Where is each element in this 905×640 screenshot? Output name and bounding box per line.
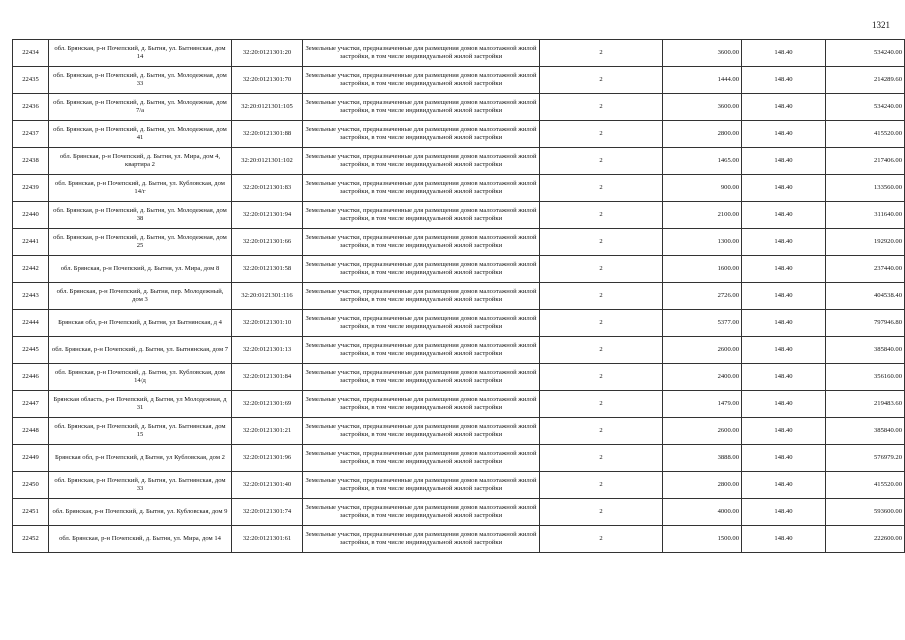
- cadastral-cost-cell: 311640.00: [826, 202, 905, 229]
- area-cell: 1600.00: [663, 256, 742, 283]
- cadastral-cost-cell: 214289.60: [826, 67, 905, 94]
- cadastral-number-cell: 32:20:0121301:10: [232, 310, 303, 337]
- cadastral-cost-cell: 133560.00: [826, 175, 905, 202]
- address-cell: обл. Брянская, р-н Почепский, д. Бытня, ул. Кубловская, дом 9: [49, 499, 232, 526]
- cadastral-cost-cell: 385840.00: [826, 337, 905, 364]
- area-cell: 4000.00: [663, 499, 742, 526]
- table-row: [13, 391, 905, 418]
- address-cell: обл. Брянская, р-н Почепский, д. Бытня, ул. Молодежная, дом 41: [49, 121, 232, 148]
- category-cell: 2: [540, 94, 663, 121]
- specific-value-cell: 148.40: [742, 526, 826, 553]
- row-number: 22443: [13, 283, 49, 310]
- address-cell: обл. Брянская, р-н Почепский, д. Бытня, ул. Мира, дом 8: [49, 256, 232, 283]
- address-cell: обл. Брянская, р-н Почепский, д. Бытня, ул. Бытнянская, дом 7: [49, 337, 232, 364]
- land-use-cell: Земельные участки, предназначенные для размещения домов малоэтажной жилой застройки, в том числе индивидуальной жилой застройки: [303, 148, 540, 175]
- area-cell: 2600.00: [663, 418, 742, 445]
- category-cell: 2: [540, 40, 663, 67]
- specific-value-cell: 148.40: [742, 121, 826, 148]
- specific-value-cell: 148.40: [742, 202, 826, 229]
- table-row: [13, 337, 905, 364]
- area-cell: 1479.00: [663, 391, 742, 418]
- row-number: 22445: [13, 337, 49, 364]
- row-number: 22434: [13, 40, 49, 67]
- land-use-cell: Земельные участки, предназначенные для размещения домов малоэтажной жилой застройки, в том числе индивидуальной жилой застройки: [303, 337, 540, 364]
- row-number: 22450: [13, 472, 49, 499]
- cadastral-number-cell: 32:20:0121301:61: [232, 526, 303, 553]
- row-number: 22439: [13, 175, 49, 202]
- category-cell: 2: [540, 256, 663, 283]
- specific-value-cell: 148.40: [742, 310, 826, 337]
- cadastral-number-cell: 32:20:0121301:66: [232, 229, 303, 256]
- land-use-cell: Земельные участки, предназначенные для размещения домов малоэтажной жилой застройки, в том числе индивидуальной жилой застройки: [303, 256, 540, 283]
- area-cell: 1300.00: [663, 229, 742, 256]
- cadastral-number-cell: 32:20:0121301:84: [232, 364, 303, 391]
- cadastral-cost-cell: 797946.80: [826, 310, 905, 337]
- specific-value-cell: 148.40: [742, 94, 826, 121]
- cadastral-number-cell: 32:20:0121301:94: [232, 202, 303, 229]
- address-cell: Брянская обл, р-н Почепский, д Бытня, ул Бытнянская, д 4: [49, 310, 232, 337]
- category-cell: 2: [540, 337, 663, 364]
- cadastral-cost-cell: 385840.00: [826, 418, 905, 445]
- cadastral-number-cell: 32:20:0121301:70: [232, 67, 303, 94]
- table-row: [13, 175, 905, 202]
- cadastral-number-cell: 32:20:0121301:40: [232, 472, 303, 499]
- specific-value-cell: 148.40: [742, 229, 826, 256]
- area-cell: 2800.00: [663, 472, 742, 499]
- land-use-cell: Земельные участки, предназначенные для размещения домов малоэтажной жилой застройки, в том числе индивидуальной жилой застройки: [303, 283, 540, 310]
- category-cell: 2: [540, 472, 663, 499]
- land-use-cell: Земельные участки, предназначенные для размещения домов малоэтажной жилой застройки, в том числе индивидуальной жилой застройки: [303, 526, 540, 553]
- table-row: [13, 67, 905, 94]
- land-use-cell: Земельные участки, предназначенные для размещения домов малоэтажной жилой застройки, в том числе индивидуальной жилой застройки: [303, 40, 540, 67]
- address-cell: обл. Брянская, р-н Почепский, д. Бытня, ул. Молодежная, дом 38: [49, 202, 232, 229]
- table-row: [13, 256, 905, 283]
- row-number: 22442: [13, 256, 49, 283]
- table-row: [13, 148, 905, 175]
- area-cell: 2800.00: [663, 121, 742, 148]
- land-use-cell: Земельные участки, предназначенные для размещения домов малоэтажной жилой застройки, в том числе индивидуальной жилой застройки: [303, 175, 540, 202]
- area-cell: 2100.00: [663, 202, 742, 229]
- land-use-cell: Земельные участки, предназначенные для размещения домов малоэтажной жилой застройки, в том числе индивидуальной жилой застройки: [303, 94, 540, 121]
- land-use-cell: Земельные участки, предназначенные для размещения домов малоэтажной жилой застройки, в том числе индивидуальной жилой застройки: [303, 391, 540, 418]
- cadastral-number-cell: 32:20:0121301:83: [232, 175, 303, 202]
- area-cell: 2400.00: [663, 364, 742, 391]
- specific-value-cell: 148.40: [742, 40, 826, 67]
- table-row: [13, 121, 905, 148]
- cadastral-cost-cell: 415520.00: [826, 121, 905, 148]
- category-cell: 2: [540, 67, 663, 94]
- address-cell: обл. Брянская, р-н Почепский, д. Бытня, ул. Бытнянская, дом 15: [49, 418, 232, 445]
- cadastral-number-cell: 32:20:0121301:105: [232, 94, 303, 121]
- cadastral-cost-cell: 222600.00: [826, 526, 905, 553]
- land-use-cell: Земельные участки, предназначенные для размещения домов малоэтажной жилой застройки, в том числе индивидуальной жилой застройки: [303, 67, 540, 94]
- area-cell: 1500.00: [663, 526, 742, 553]
- cadastral-number-cell: 32:20:0121301:74: [232, 499, 303, 526]
- address-cell: Брянская область, р-н Почепский, д Бытня, ул Молодежная, д 31: [49, 391, 232, 418]
- address-cell: обл. Брянская, р-н Почепский, д. Бытня, ул. Кубловская, дом 14/г: [49, 175, 232, 202]
- cadastral-cost-cell: 192920.00: [826, 229, 905, 256]
- land-use-cell: Земельные участки, предназначенные для размещения домов малоэтажной жилой застройки, в том числе индивидуальной жилой застройки: [303, 364, 540, 391]
- table-row: [13, 202, 905, 229]
- cadastral-number-cell: 32:20:0121301:116: [232, 283, 303, 310]
- table-row: [13, 472, 905, 499]
- category-cell: 2: [540, 310, 663, 337]
- table-row: [13, 94, 905, 121]
- row-number: 22447: [13, 391, 49, 418]
- cadastral-cost-cell: 404538.40: [826, 283, 905, 310]
- table-row: [13, 40, 905, 67]
- row-number: 22441: [13, 229, 49, 256]
- category-cell: 2: [540, 391, 663, 418]
- land-use-cell: Земельные участки, предназначенные для размещения домов малоэтажной жилой застройки, в том числе индивидуальной жилой застройки: [303, 121, 540, 148]
- cadastral-cost-cell: 217406.00: [826, 148, 905, 175]
- row-number: 22435: [13, 67, 49, 94]
- category-cell: 2: [540, 526, 663, 553]
- address-cell: обл. Брянская, р-н Почепский, д. Бытня, ул. Мира, дом 14: [49, 526, 232, 553]
- table-row: [13, 445, 905, 472]
- cadastral-cost-cell: 534240.00: [826, 40, 905, 67]
- table-row: [13, 418, 905, 445]
- area-cell: 1444.00: [663, 67, 742, 94]
- cadastral-number-cell: 32:20:0121301:102: [232, 148, 303, 175]
- address-cell: обл. Брянская, р-н Почепский, д. Бытня, ул. Молодежная, дом 33: [49, 67, 232, 94]
- cadastral-cost-cell: 576979.20: [826, 445, 905, 472]
- address-cell: обл. Брянская, р-н Почепский, д. Бытня, ул. Бытнянская, дом 33: [49, 472, 232, 499]
- area-cell: 900.00: [663, 175, 742, 202]
- address-cell: обл. Брянская, р-н Почепский, д. Бытня, ул. Бытнянская, дом 14: [49, 40, 232, 67]
- page-number: 1321: [872, 20, 890, 30]
- category-cell: 2: [540, 148, 663, 175]
- specific-value-cell: 148.40: [742, 499, 826, 526]
- table-row: [13, 499, 905, 526]
- cadastral-number-cell: 32:20:0121301:88: [232, 121, 303, 148]
- row-number: 22437: [13, 121, 49, 148]
- table-row: [13, 310, 905, 337]
- cadastral-cost-cell: 593600.00: [826, 499, 905, 526]
- category-cell: 2: [540, 283, 663, 310]
- land-use-cell: Земельные участки, предназначенные для размещения домов малоэтажной жилой застройки, в том числе индивидуальной жилой застройки: [303, 310, 540, 337]
- cadastral-cost-cell: 534240.00: [826, 94, 905, 121]
- cadastral-cost-cell: 415520.00: [826, 472, 905, 499]
- specific-value-cell: 148.40: [742, 472, 826, 499]
- specific-value-cell: 148.40: [742, 175, 826, 202]
- specific-value-cell: 148.40: [742, 391, 826, 418]
- specific-value-cell: 148.40: [742, 283, 826, 310]
- address-cell: Брянская обл, р-н Почепский, д Бытня, ул Кубловская, дом 2: [49, 445, 232, 472]
- land-use-cell: Земельные участки, предназначенные для размещения домов малоэтажной жилой застройки, в том числе индивидуальной жилой застройки: [303, 472, 540, 499]
- cadastral-number-cell: 32:20:0121301:58: [232, 256, 303, 283]
- land-use-cell: Земельные участки, предназначенные для размещения домов малоэтажной жилой застройки, в том числе индивидуальной жилой застройки: [303, 229, 540, 256]
- cadastral-number-cell: 32:20:0121301:20: [232, 40, 303, 67]
- address-cell: обл. Брянская, р-н Почепский, д. Бытня, ул. Мира, дом 4, квартира 2: [49, 148, 232, 175]
- area-cell: 3600.00: [663, 40, 742, 67]
- cadastral-number-cell: 32:20:0121301:21: [232, 418, 303, 445]
- specific-value-cell: 148.40: [742, 364, 826, 391]
- land-use-cell: Земельные участки, предназначенные для размещения домов малоэтажной жилой застройки, в том числе индивидуальной жилой застройки: [303, 445, 540, 472]
- specific-value-cell: 148.40: [742, 148, 826, 175]
- area-cell: 1465.00: [663, 148, 742, 175]
- cadastral-number-cell: 32:20:0121301:69: [232, 391, 303, 418]
- address-cell: обл. Брянская, р-н Почепский, д. Бытня, ул. Молодежная, дом 7/а: [49, 94, 232, 121]
- cadastral-cost-cell: 219483.60: [826, 391, 905, 418]
- table-row: [13, 364, 905, 391]
- row-number: 22440: [13, 202, 49, 229]
- row-number: 22444: [13, 310, 49, 337]
- specific-value-cell: 148.40: [742, 67, 826, 94]
- specific-value-cell: 148.40: [742, 418, 826, 445]
- specific-value-cell: 148.40: [742, 337, 826, 364]
- specific-value-cell: 148.40: [742, 256, 826, 283]
- cadastral-value-table: [12, 39, 905, 553]
- row-number: 22436: [13, 94, 49, 121]
- area-cell: 2600.00: [663, 337, 742, 364]
- land-use-cell: Земельные участки, предназначенные для размещения домов малоэтажной жилой застройки, в том числе индивидуальной жилой застройки: [303, 202, 540, 229]
- category-cell: 2: [540, 121, 663, 148]
- table-row: [13, 229, 905, 256]
- table-row: [13, 526, 905, 553]
- category-cell: 2: [540, 364, 663, 391]
- area-cell: 3600.00: [663, 94, 742, 121]
- category-cell: 2: [540, 175, 663, 202]
- row-number: 22449: [13, 445, 49, 472]
- area-cell: 3888.00: [663, 445, 742, 472]
- cadastral-number-cell: 32:20:0121301:96: [232, 445, 303, 472]
- row-number: 22452: [13, 526, 49, 553]
- specific-value-cell: 148.40: [742, 445, 826, 472]
- cadastral-cost-cell: 237440.00: [826, 256, 905, 283]
- category-cell: 2: [540, 499, 663, 526]
- area-cell: 2726.00: [663, 283, 742, 310]
- category-cell: 2: [540, 445, 663, 472]
- cadastral-number-cell: 32:20:0121301:13: [232, 337, 303, 364]
- row-number: 22438: [13, 148, 49, 175]
- category-cell: 2: [540, 202, 663, 229]
- row-number: 22448: [13, 418, 49, 445]
- row-number: 22446: [13, 364, 49, 391]
- land-use-cell: Земельные участки, предназначенные для размещения домов малоэтажной жилой застройки, в том числе индивидуальной жилой застройки: [303, 418, 540, 445]
- category-cell: 2: [540, 418, 663, 445]
- land-use-cell: Земельные участки, предназначенные для размещения домов малоэтажной жилой застройки, в том числе индивидуальной жилой застройки: [303, 499, 540, 526]
- row-number: 22451: [13, 499, 49, 526]
- cadastral-cost-cell: 356160.00: [826, 364, 905, 391]
- address-cell: обл. Брянская, р-н Почепский, д. Бытня, пер. Молодежный, дом 3: [49, 283, 232, 310]
- area-cell: 5377.00: [663, 310, 742, 337]
- address-cell: обл. Брянская, р-н Почепский, д. Бытня, ул. Молодежная, дом 25: [49, 229, 232, 256]
- category-cell: 2: [540, 229, 663, 256]
- table-row: [13, 283, 905, 310]
- table-body: [13, 40, 905, 553]
- address-cell: обл. Брянская, р-н Почепский, д. Бытня, ул. Кубловская, дом 14/д: [49, 364, 232, 391]
